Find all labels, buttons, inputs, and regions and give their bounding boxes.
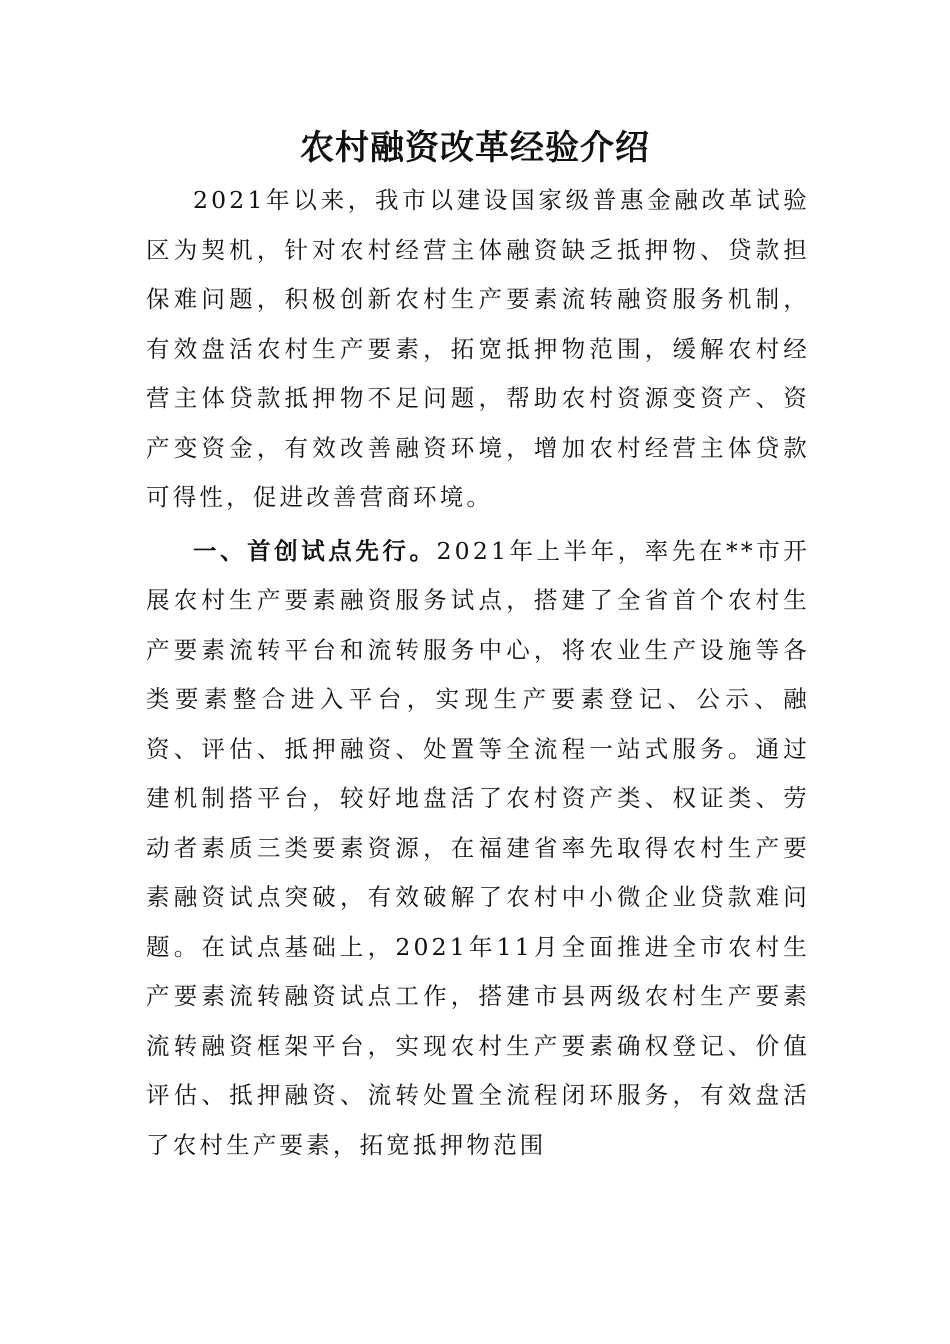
paragraph-intro-text: 2021年以来，我市以建设国家级普惠金融改革试验区为契机，针对农村经营主体融资缺乏抵押物、贷款担保难问题，积极创新农村生产要素流转融资服务机制，有效盘活农村生产要素，拓宽抵押物范围，缓解农村经营主体贷款抵押物不足问题，帮助农村资源变资产、资产变资金，有效改善融资环境，增加农村经营主体贷款可得性，促进改善营商环境。 <box>146 186 810 511</box>
document-title: 农村融资改革经验介绍 <box>300 128 650 168</box>
section-1-text: 2021年上半年，率先在**市开展农村生产要素融资服务试点，搭建了全省首个农村生产要素流转平台和流转服务中心，将农业生产设施等各类要素整合进入平台，实现生产要素登记、公示、融资、评估、抵押融资、处置等全流程一站式服务。通过建机制搭平台，较好地盘活了农村资产类、权证类、劳动者素质三类要素资源，在福建省率先取得农村生产要素融资试点突破，有效破解了农村中小微企业贷款难问题。在试点基础上，2021年11月全面推进全市农村生产要素流转融资试点工作，搭建市县两级农村生产要素流转融资框架平台，实现农村生产要素确权登记、价值评估、抵押融资、流转处置全流程闭环服务，有效盘活了农村生产要素，拓宽抵押物范围 <box>146 536 810 1159</box>
document-body <box>146 176 810 1170</box>
paragraph-intro <box>146 176 810 523</box>
section-1-heading: 一、首创试点先行。 <box>193 536 437 565</box>
paragraph-section-1 <box>146 527 810 1171</box>
